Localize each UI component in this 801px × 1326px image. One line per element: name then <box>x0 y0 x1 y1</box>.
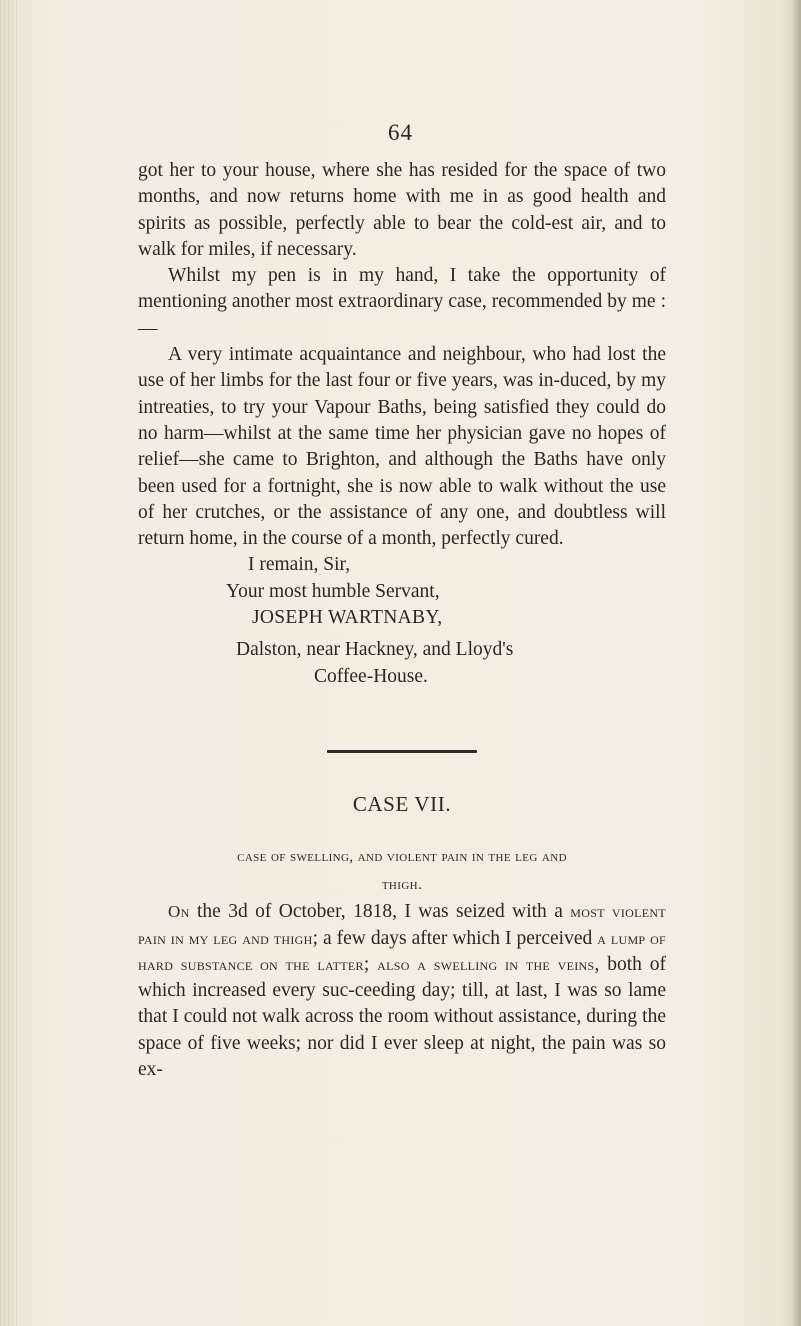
address-line-1: Dalston, near Hackney, and Lloyd's <box>236 639 514 661</box>
case-paragraph <box>138 899 666 1083</box>
case-text-3: ; <box>363 953 378 975</box>
paragraph-acquaintance: A very intimate acquaintance and neighbour, who had lost the use of her limbs for the last four or five years, was in-duced, by my intreaties, to try your Vapour Baths, being satisfied they could do no harm—whilst at the same time her physician gave no hopes of relief—she came to Brighton, and although the Baths have only been used for a fortnight, she is now able to walk without the use of her crutches, or the assistance of any one, and doubtless will return home, in the course of a month, perfectly cured. <box>138 344 666 550</box>
case-text-2: ; a few days after which I perceived <box>312 927 598 949</box>
signature-closing: I remain, Sir, <box>248 554 351 576</box>
address-line-2: Coffee-House. <box>314 665 428 687</box>
page-edge-shadow <box>791 0 801 1326</box>
case-text-4: , both of which increased every suc-ceeding day; till, at last, I was so lame that I could not walk across the room without assistance, during the space of five weeks; nor did I ever sleep at night, the pain was so ex- <box>138 953 667 1081</box>
case-emphasis-3: also a swelling in the veins <box>377 954 595 974</box>
letter-address <box>138 637 666 690</box>
paragraph-whilst: Whilst my pen is in my hand, I take the opportunity of mentioning another most extraordinary case, recommended by me :— <box>138 265 666 339</box>
case-subheading-line-1: case of swelling, and violent pain in the leg and <box>237 849 567 866</box>
paragraph-continuation: got her to your house, where she has resided for the space of two months, and now returns home with me in as good health and spirits as possible, perfectly able to bear the cold-est air, and to walk for miles, if necessary. <box>138 160 666 260</box>
page-gutter <box>0 0 18 1326</box>
section-divider <box>327 750 477 753</box>
case-heading: CASE VII. <box>352 791 452 816</box>
case-text-1: the 3d of October, 1818, I was seized with a <box>189 901 571 923</box>
signature-servant: Your most humble Servant, <box>226 580 440 602</box>
case-emphasis-1: most violent pain in my leg and thigh <box>138 902 666 948</box>
case-subheading-line-2: thigh. <box>381 877 423 894</box>
page-number: 64 <box>388 120 413 145</box>
case-opening-word: On <box>168 902 190 922</box>
case-emphasis-2: a lump of hard substance on the latter <box>138 928 667 974</box>
letter-signature <box>138 552 666 631</box>
page-body <box>138 158 666 1083</box>
signature-name: JOSEPH WARTNABY, <box>252 607 443 629</box>
case-subheading <box>138 843 666 899</box>
